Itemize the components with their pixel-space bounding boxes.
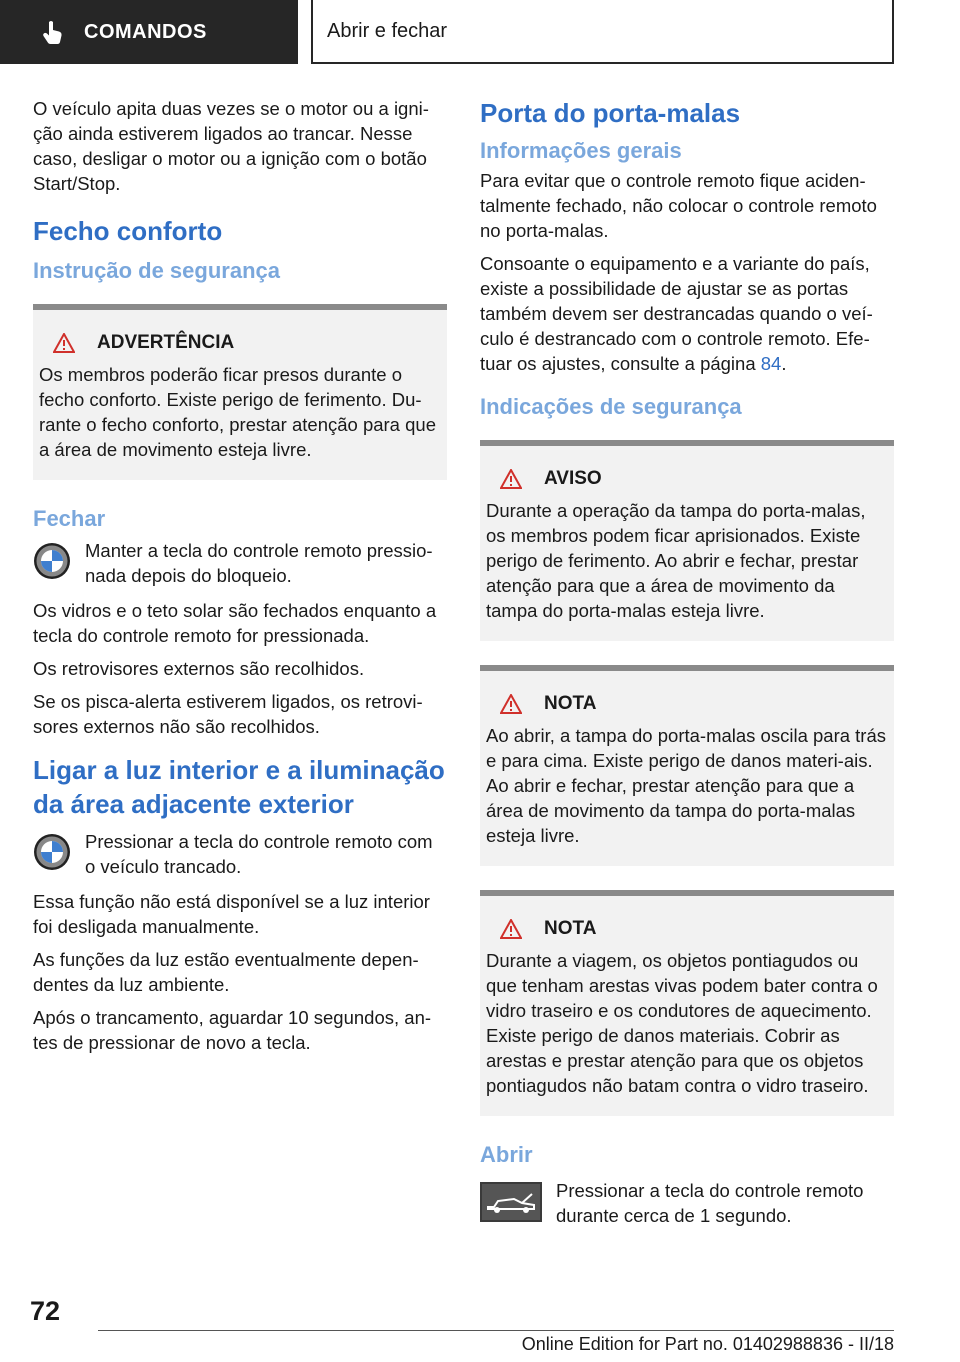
section-label: COMANDOS	[84, 20, 207, 43]
close-paragraph-1: Os vidros e o teto solar são fechados enquanto a tecla do controle remoto for pressionada.	[33, 600, 437, 646]
page-number: 72	[30, 1296, 61, 1326]
aviso-box	[480, 440, 894, 641]
nota-1-text: Ao abrir, a tampa do porta-malas oscila para trás e para cima. Existe perigo de danos materi-ais. Ao abrir e fechar, prestar atenção para que a área de movimento da tampa do porta-malas esteja livre.	[486, 725, 886, 846]
warning-triangle-icon	[500, 469, 522, 489]
warning-title: ADVERTÊNCIA	[97, 332, 235, 353]
warning-triangle-icon	[500, 694, 522, 714]
car-trunk-icon	[480, 1182, 542, 1222]
close-paragraph-2: Os retrovisores externos são recolhidos.	[33, 658, 365, 679]
aviso-title-row	[486, 468, 888, 490]
close-icon-text: Manter a tecla do controle remoto pressio-nada depois do bloqueio.	[85, 540, 433, 586]
left-column	[33, 96, 447, 1063]
heading-interior-light: Ligar a luz interior e a iluminação da área adjacente exterior	[33, 755, 445, 819]
section-tab	[0, 0, 298, 64]
page-link[interactable]: 84	[760, 353, 782, 374]
hand-pointer-icon	[40, 19, 66, 45]
bmw-key-icon	[33, 542, 71, 580]
close-paragraph-3: Se os pisca-alerta estiverem ligados, os retrovi-sores externos não são recolhidos.	[33, 691, 423, 737]
warning-triangle-icon	[53, 333, 75, 353]
right-column	[480, 96, 894, 1238]
heading-open: Abrir	[480, 1142, 533, 1167]
heading-general-info: Informações gerais	[480, 138, 682, 163]
nota-2-title: NOTA	[544, 918, 597, 939]
chapter-title: Abrir e fechar	[327, 19, 448, 42]
general-paragraph-1: Para evitar que o controle remoto fique aciden-talmente fechado, não colocar o controle remoto no porta-malas.	[480, 170, 877, 241]
warning-box	[33, 304, 447, 480]
intro-paragraph: O veículo apita duas vezes se o motor ou a igni-ção ainda estiverem ligados ao trancar. Nesse caso, desligar o motor ou a ignição com o botão Start/Stop.	[33, 98, 429, 194]
open-instruction	[480, 1178, 894, 1228]
nota-1-title: NOTA	[544, 693, 597, 714]
heading-comfort-close: Fecho conforto	[33, 216, 223, 246]
light-paragraph-2: As funções da luz estão eventualmente depen-dentes da luz ambiente.	[33, 949, 419, 995]
warning-text: Os membros poderão ficar presos durante o fecho conforto. Existe perigo de ferimento. Du-rante o fecho conforto, prestar atenção para que a área de movimento esteja livre.	[39, 364, 436, 460]
open-icon-text: Pressionar a tecla do controle remoto durante cerca de 1 segundo.	[556, 1180, 864, 1226]
heading-close: Fechar	[33, 506, 106, 531]
light-paragraph-3: Após o trancamento, aguardar 10 segundos, an-tes de pressionar de novo a tecla.	[33, 1007, 432, 1053]
light-icon-text: Pressionar a tecla do controle remoto com o veículo trancado.	[85, 831, 433, 877]
warning-title-row	[39, 332, 441, 354]
general-paragraph-2: Consoante o equipamento e a variante do país, existe a possibilidade de ajustar se as portas também devem ser destrancadas quando o veí-culo é destrancado com o controle remoto. Efe-tuar os ajustes, consulte a página 84.	[480, 253, 873, 374]
close-instruction	[33, 538, 447, 588]
footer-edition: Online Edition for Part no. 01402988836 - II/18	[521, 1334, 894, 1354]
nota-box-1	[480, 665, 894, 866]
aviso-title: AVISO	[544, 468, 602, 489]
aviso-text: Durante a operação da tampa do porta-malas, os membros podem ficar aprisionados. Existe perigo de ferimento. Ao abrir e fechar, prestar atenção para que a área de movimento da tampa do porta-malas esteja livre.	[486, 500, 866, 621]
nota-2-text: Durante a viagem, os objetos pontiagudos ou que tenham arestas vivas podem bater contra o vidro traseiro e os condutores de aquecimento. Existe perigo de danos materiais. Cobrir as arestas e prestar atenção para que os objetos pontiagudos não batam contra o vidro traseiro.	[486, 950, 878, 1096]
nota-box-2	[480, 890, 894, 1116]
light-instruction	[33, 829, 447, 879]
nota-2-title-row	[486, 918, 888, 940]
footer-divider	[98, 1330, 894, 1331]
chapter-title-box	[311, 0, 894, 64]
warning-triangle-icon	[500, 919, 522, 939]
light-paragraph-1: Essa função não está disponível se a luz interior foi desligada manualmente.	[33, 891, 430, 937]
heading-safety-notes: Indicações de segurança	[480, 394, 742, 419]
nota-1-title-row	[486, 693, 888, 715]
heading-trunk-lid: Porta do porta-malas	[480, 98, 741, 128]
heading-safety-instruction: Instrução de segurança	[33, 258, 280, 283]
bmw-key-icon	[33, 833, 71, 871]
